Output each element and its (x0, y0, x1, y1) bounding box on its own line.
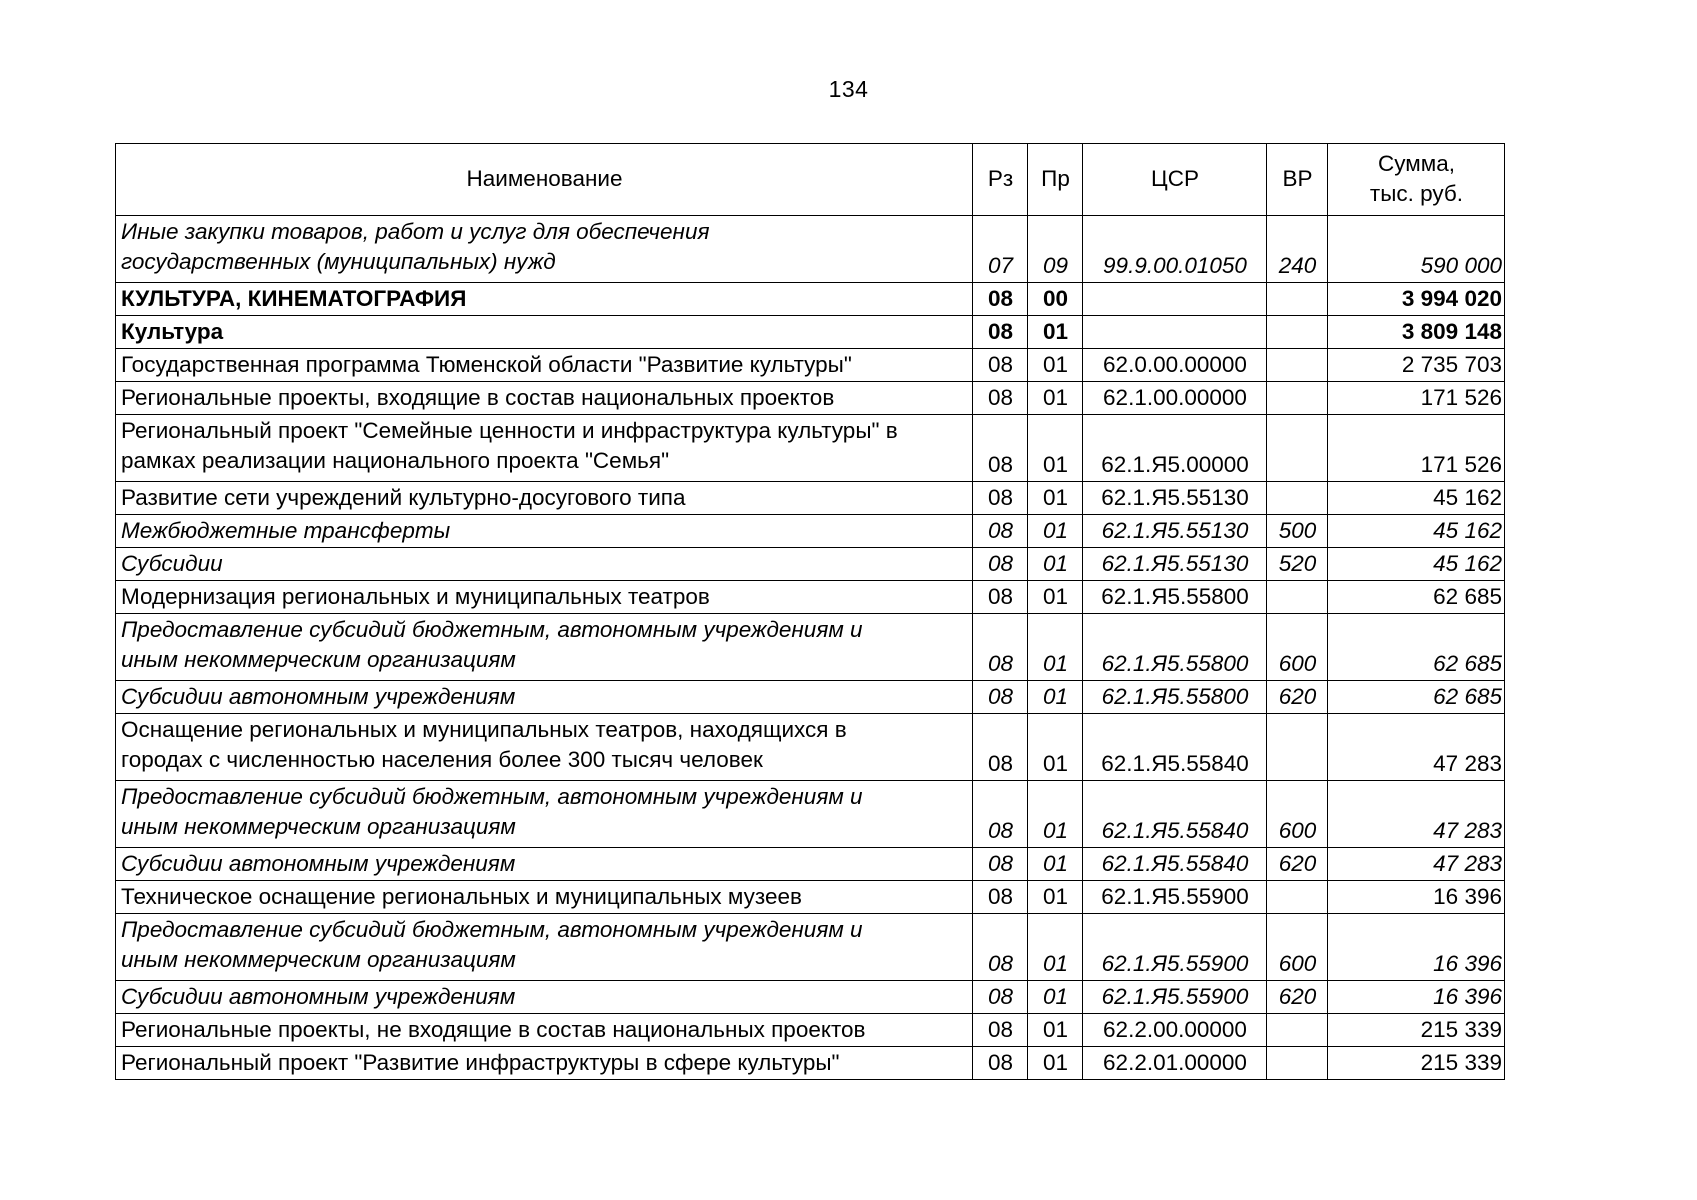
cell-sum: 3 809 148 (1328, 316, 1505, 349)
cell-sum: 16 396 (1328, 881, 1505, 914)
cell-pr: 01 (1028, 714, 1083, 781)
table-row (116, 781, 1505, 848)
table-row (116, 981, 1505, 1014)
cell-pr: 01 (1028, 614, 1083, 681)
cell-name (116, 681, 973, 714)
cell-name-line: Техническое оснащение региональных и муниципальных музеев (121, 884, 802, 909)
cell-csr: 62.1.Я5.55130 (1083, 548, 1267, 581)
cell-rz: 08 (973, 283, 1028, 316)
table-row (116, 714, 1505, 781)
cell-sum: 171 526 (1328, 382, 1505, 415)
cell-name (116, 581, 973, 614)
cell-vr (1267, 1047, 1328, 1080)
cell-vr (1267, 482, 1328, 515)
cell-pr: 01 (1028, 382, 1083, 415)
cell-csr: 62.1.Я5.55800 (1083, 681, 1267, 714)
cell-name-line: Субсидии (121, 551, 223, 576)
cell-name-line: Региональные проекты, входящие в состав национальных проектов (121, 385, 835, 410)
cell-vr: 620 (1267, 681, 1328, 714)
cell-pr: 01 (1028, 1047, 1083, 1080)
cell-pr: 09 (1028, 216, 1083, 283)
cell-rz: 08 (973, 548, 1028, 581)
cell-vr: 520 (1267, 548, 1328, 581)
cell-vr (1267, 415, 1328, 482)
cell-name-line: Культура (121, 319, 224, 344)
table-row (116, 881, 1505, 914)
cell-name-line: Региональные проекты, не входящие в состав национальных проектов (121, 1017, 866, 1042)
cell-csr: 62.1.Я5.55900 (1083, 881, 1267, 914)
cell-vr: 600 (1267, 914, 1328, 981)
table-row (116, 482, 1505, 515)
cell-rz: 08 (973, 614, 1028, 681)
cell-csr: 62.2.00.00000 (1083, 1014, 1267, 1047)
table-row (116, 581, 1505, 614)
table-row (116, 415, 1505, 482)
cell-vr (1267, 714, 1328, 781)
table-row (116, 914, 1505, 981)
cell-rz: 08 (973, 1047, 1028, 1080)
cell-vr: 600 (1267, 781, 1328, 848)
cell-name-line: Предоставление субсидий бюджетным, автономным учреждениям и (121, 784, 863, 809)
cell-rz: 08 (973, 581, 1028, 614)
cell-sum: 47 283 (1328, 714, 1505, 781)
cell-csr: 62.0.00.00000 (1083, 349, 1267, 382)
cell-csr: 99.9.00.01050 (1083, 216, 1267, 283)
cell-name-line: иным некоммерческим организациям (121, 947, 516, 972)
cell-sum: 590 000 (1328, 216, 1505, 283)
cell-name (116, 216, 973, 283)
budget-table (115, 143, 1505, 1080)
cell-rz: 08 (973, 382, 1028, 415)
cell-csr: 62.1.Я5.55840 (1083, 781, 1267, 848)
cell-pr: 01 (1028, 981, 1083, 1014)
cell-vr: 600 (1267, 614, 1328, 681)
cell-csr (1083, 316, 1267, 349)
cell-csr: 62.2.01.00000 (1083, 1047, 1267, 1080)
column-header-csr: ЦСР (1083, 144, 1267, 216)
cell-pr: 01 (1028, 349, 1083, 382)
column-header-sum (1328, 144, 1505, 216)
cell-sum: 3 994 020 (1328, 283, 1505, 316)
cell-name (116, 881, 973, 914)
cell-name (116, 316, 973, 349)
cell-pr: 00 (1028, 283, 1083, 316)
cell-pr: 01 (1028, 881, 1083, 914)
cell-vr (1267, 1014, 1328, 1047)
cell-rz: 08 (973, 316, 1028, 349)
table-row (116, 349, 1505, 382)
cell-rz: 08 (973, 1014, 1028, 1047)
table-row (116, 316, 1505, 349)
cell-rz: 08 (973, 482, 1028, 515)
cell-name-line: Субсидии автономным учреждениям (121, 851, 516, 876)
cell-sum: 62 685 (1328, 681, 1505, 714)
cell-rz: 08 (973, 781, 1028, 848)
cell-csr: 62.1.Я5.55800 (1083, 614, 1267, 681)
cell-rz: 07 (973, 216, 1028, 283)
table-body (116, 216, 1505, 1080)
cell-rz: 08 (973, 914, 1028, 981)
cell-pr: 01 (1028, 848, 1083, 881)
table-row (116, 1014, 1505, 1047)
column-header-pr: Пр (1028, 144, 1083, 216)
cell-csr: 62.1.Я5.00000 (1083, 415, 1267, 482)
cell-rz: 08 (973, 681, 1028, 714)
cell-sum: 47 283 (1328, 781, 1505, 848)
cell-pr: 01 (1028, 482, 1083, 515)
cell-name (116, 914, 973, 981)
cell-sum: 45 162 (1328, 482, 1505, 515)
cell-name (116, 614, 973, 681)
cell-name (116, 981, 973, 1014)
cell-vr: 500 (1267, 515, 1328, 548)
cell-pr: 01 (1028, 1014, 1083, 1047)
table-row (116, 848, 1505, 881)
cell-name-line: КУЛЬТУРА, КИНЕМАТОГРАФИЯ (121, 286, 467, 311)
cell-name (116, 382, 973, 415)
cell-name-line: государственных (муниципальных) нужд (121, 249, 556, 274)
cell-sum: 62 685 (1328, 614, 1505, 681)
table-row (116, 614, 1505, 681)
cell-name-line: Субсидии автономным учреждениям (121, 684, 516, 709)
cell-name-line: иным некоммерческим организациям (121, 814, 516, 839)
cell-pr: 01 (1028, 581, 1083, 614)
column-header-rz: Рз (973, 144, 1028, 216)
cell-csr: 62.1.00.00000 (1083, 382, 1267, 415)
cell-csr: 62.1.Я5.55840 (1083, 848, 1267, 881)
cell-name-line: Региональный проект "Семейные ценности и инфраструктура культуры" в (121, 418, 898, 443)
table-header-row (116, 144, 1505, 216)
cell-vr: 620 (1267, 848, 1328, 881)
cell-vr: 240 (1267, 216, 1328, 283)
cell-name-line: Иные закупки товаров, работ и услуг для обеспечения (121, 219, 710, 244)
cell-name (116, 482, 973, 515)
table-row (116, 681, 1505, 714)
table-row (116, 283, 1505, 316)
cell-name-line: иным некоммерческим организациям (121, 647, 516, 672)
column-header-sum-line2: тыс. руб. (1369, 181, 1464, 206)
cell-sum: 215 339 (1328, 1014, 1505, 1047)
cell-name (116, 349, 973, 382)
cell-name-line: Модернизация региональных и муниципальных театров (121, 584, 710, 609)
cell-name (116, 714, 973, 781)
cell-vr (1267, 881, 1328, 914)
table-row (116, 382, 1505, 415)
cell-name (116, 1047, 973, 1080)
cell-rz: 08 (973, 881, 1028, 914)
cell-csr: 62.1.Я5.55900 (1083, 981, 1267, 1014)
cell-name-line: Межбюджетные трансферты (121, 518, 451, 543)
cell-name-line: рамках реализации национального проекта "Семья" (121, 448, 670, 473)
cell-csr: 62.1.Я5.55900 (1083, 914, 1267, 981)
table-row (116, 1047, 1505, 1080)
column-header-sum-line1: Сумма, (1378, 151, 1455, 176)
cell-sum: 2 735 703 (1328, 349, 1505, 382)
cell-name (116, 415, 973, 482)
cell-sum: 16 396 (1328, 914, 1505, 981)
cell-vr (1267, 316, 1328, 349)
cell-csr: 62.1.Я5.55840 (1083, 714, 1267, 781)
cell-csr: 62.1.Я5.55800 (1083, 581, 1267, 614)
cell-name (116, 848, 973, 881)
cell-pr: 01 (1028, 415, 1083, 482)
cell-csr (1083, 283, 1267, 316)
cell-name-line: Государственная программа Тюменской области "Развитие культуры" (121, 352, 852, 377)
cell-name-line: Субсидии автономным учреждениям (121, 984, 516, 1009)
cell-name-line: Развитие сети учреждений культурно-досугового типа (121, 485, 686, 510)
cell-pr: 01 (1028, 515, 1083, 548)
cell-pr: 01 (1028, 548, 1083, 581)
cell-rz: 08 (973, 349, 1028, 382)
cell-name-line: городах с численностью населения более 300 тысяч человек (121, 747, 763, 772)
cell-name-line: Предоставление субсидий бюджетным, автономным учреждениям и (121, 917, 863, 942)
column-header-vr: ВР (1267, 144, 1328, 216)
cell-sum: 45 162 (1328, 548, 1505, 581)
cell-sum: 215 339 (1328, 1047, 1505, 1080)
cell-pr: 01 (1028, 781, 1083, 848)
cell-pr: 01 (1028, 681, 1083, 714)
cell-vr (1267, 581, 1328, 614)
page-number: 134 (828, 76, 869, 102)
table-row (116, 216, 1505, 283)
table-row (116, 548, 1505, 581)
cell-sum: 171 526 (1328, 415, 1505, 482)
column-header-name: Наименование (116, 144, 973, 216)
cell-vr: 620 (1267, 981, 1328, 1014)
cell-csr: 62.1.Я5.55130 (1083, 515, 1267, 548)
cell-sum: 62 685 (1328, 581, 1505, 614)
cell-rz: 08 (973, 714, 1028, 781)
cell-pr: 01 (1028, 316, 1083, 349)
cell-vr (1267, 382, 1328, 415)
cell-rz: 08 (973, 848, 1028, 881)
cell-name (116, 1014, 973, 1047)
cell-rz: 08 (973, 515, 1028, 548)
cell-sum: 16 396 (1328, 981, 1505, 1014)
cell-rz: 08 (973, 981, 1028, 1014)
cell-name-line: Предоставление субсидий бюджетным, автономным учреждениям и (121, 617, 863, 642)
table-row (116, 515, 1505, 548)
cell-vr (1267, 349, 1328, 382)
cell-name-line: Оснащение региональных и муниципальных театров, находящихся в (121, 717, 847, 742)
cell-csr: 62.1.Я5.55130 (1083, 482, 1267, 515)
cell-name (116, 781, 973, 848)
cell-sum: 47 283 (1328, 848, 1505, 881)
cell-name (116, 283, 973, 316)
cell-name-line: Региональный проект "Развитие инфраструктуры в сфере культуры" (121, 1050, 840, 1075)
cell-name (116, 548, 973, 581)
cell-pr: 01 (1028, 914, 1083, 981)
cell-vr (1267, 283, 1328, 316)
cell-name (116, 515, 973, 548)
cell-rz: 08 (973, 415, 1028, 482)
cell-sum: 45 162 (1328, 515, 1505, 548)
